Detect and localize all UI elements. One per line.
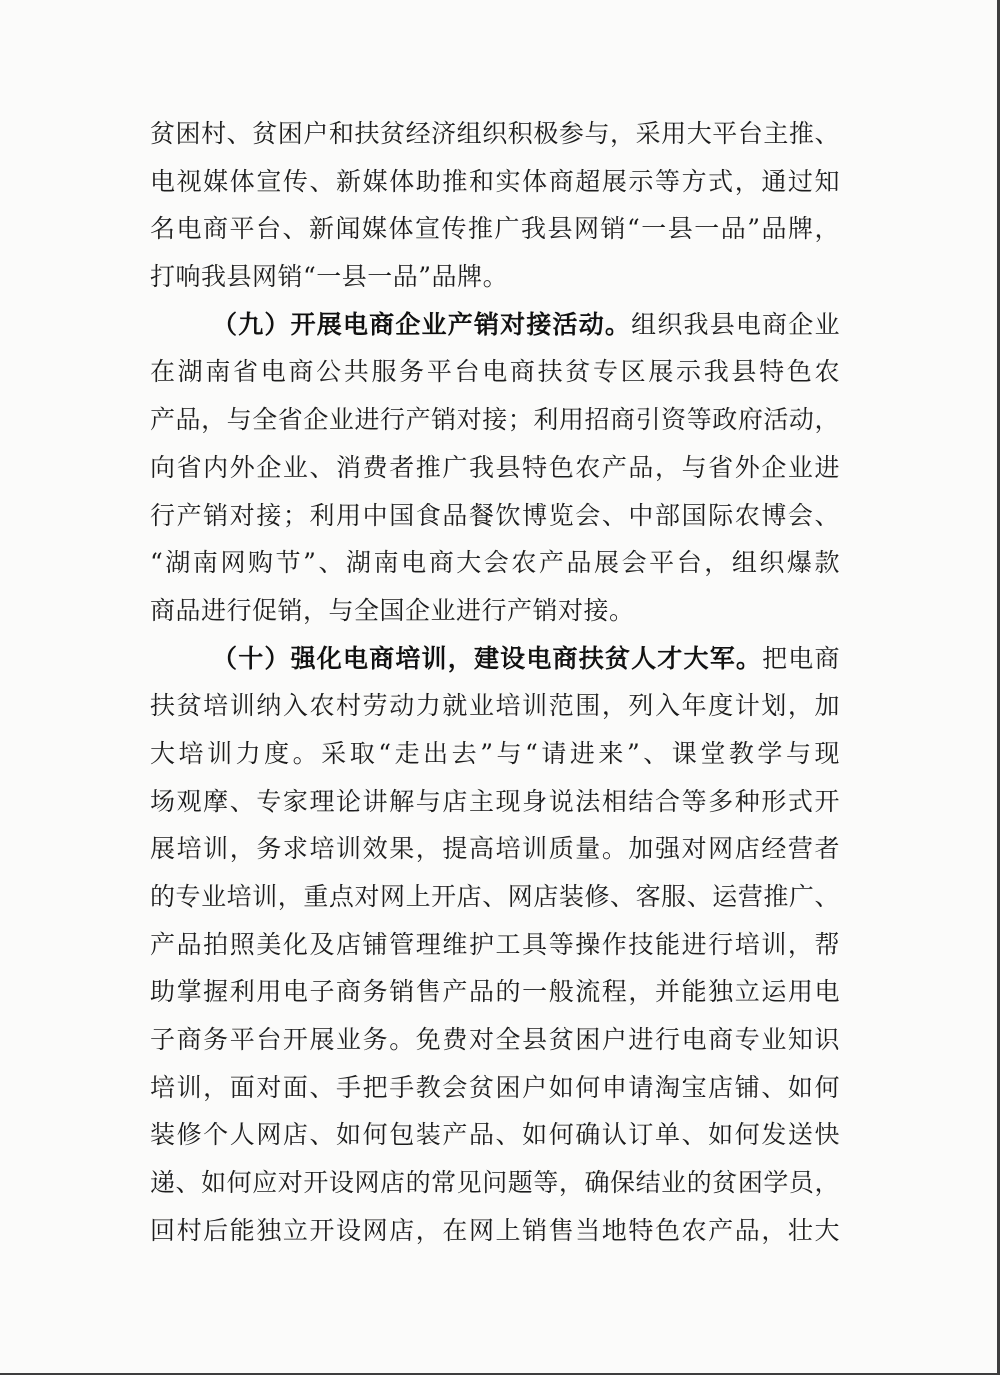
text-line: 商品进行促销，与全国企业进行产销对接。: [150, 595, 635, 625]
text-line: 扶贫培训纳入农村劳动力就业培训范围，列入年度计划，加: [150, 691, 840, 721]
text-line: 助掌握利用电子商务销售产品的一般流程，并能独立运用电: [150, 977, 840, 1007]
text-line: 向省内外企业、消费者推广我县特色农产品，与省外企业进: [150, 452, 840, 482]
section-10-first-line-text: 把电商: [762, 643, 840, 673]
text-line: 贫困村、贫困户和扶贫经济组织积极参与，采用大平台主推、: [150, 119, 840, 148]
text-line: 展培训，务求培训效果，提高培训质量。加强对网店经营者: [150, 834, 840, 864]
section-9-heading: （九）开展电商企业产销对接活动。: [212, 309, 632, 339]
text-line: 子商务平台开展业务。免费对全县贫困户进行电商专业知识: [150, 1025, 840, 1055]
text-line: 装修个人网店、如何包装产品、如何确认订单、如何发送快: [150, 1120, 840, 1150]
text-line: 在湖南省电商公共服务平台电商扶贫专区展示我县特色农: [150, 357, 840, 387]
text-line: 打响我县网销“一县一品”品牌。: [150, 262, 509, 292]
text-line: 名电商平台、新闻媒体宣传推广我县网销“一县一品”品牌，: [150, 214, 840, 244]
text-line: 培训，面对面、手把手教会贫困户如何申请淘宝店铺、如何: [150, 1072, 840, 1102]
text-line: 电视媒体宣传、新媒体助推和实体商超展示等方式，通过知: [150, 166, 840, 196]
text-line: 的专业培训，重点对网上开店、网店装修、客服、运营推广、: [150, 882, 840, 911]
text-line: “湖南网购节”、湖南电商大会农产品展会平台，组织爆款: [150, 548, 840, 578]
section-10-heading: （十）强化电商培训，建设电商扶贫人才大军。: [212, 643, 763, 673]
text-line: 大培训力度。采取“走出去”与“请进来”、课堂教学与现: [150, 738, 840, 768]
text-line: 回村后能独立开设网店，在网上销售当地特色农产品，壮大: [150, 1215, 840, 1245]
document-body: [150, 110, 840, 1255]
text-line: 场观摩、专家理论讲解与店主现身说法相结合等多种形式开: [150, 786, 840, 816]
section-9-first-line-text: 组织我县电商企业: [631, 309, 840, 339]
text-line: 产品拍照美化及店铺管理维护工具等操作技能进行培训，帮: [150, 929, 840, 959]
section-9-first-line: [150, 301, 840, 349]
text-line: 递、如何应对开设网店的常见问题等，确保结业的贫困学员，: [150, 1168, 840, 1198]
text-line: 产品，与全省企业进行产销对接；利用招商引资等政府活动，: [150, 405, 840, 435]
text-line: 行产销对接；利用中国食品餐饮博览会、中部国际农博会、: [150, 500, 840, 530]
section-10-first-line: [150, 635, 840, 683]
